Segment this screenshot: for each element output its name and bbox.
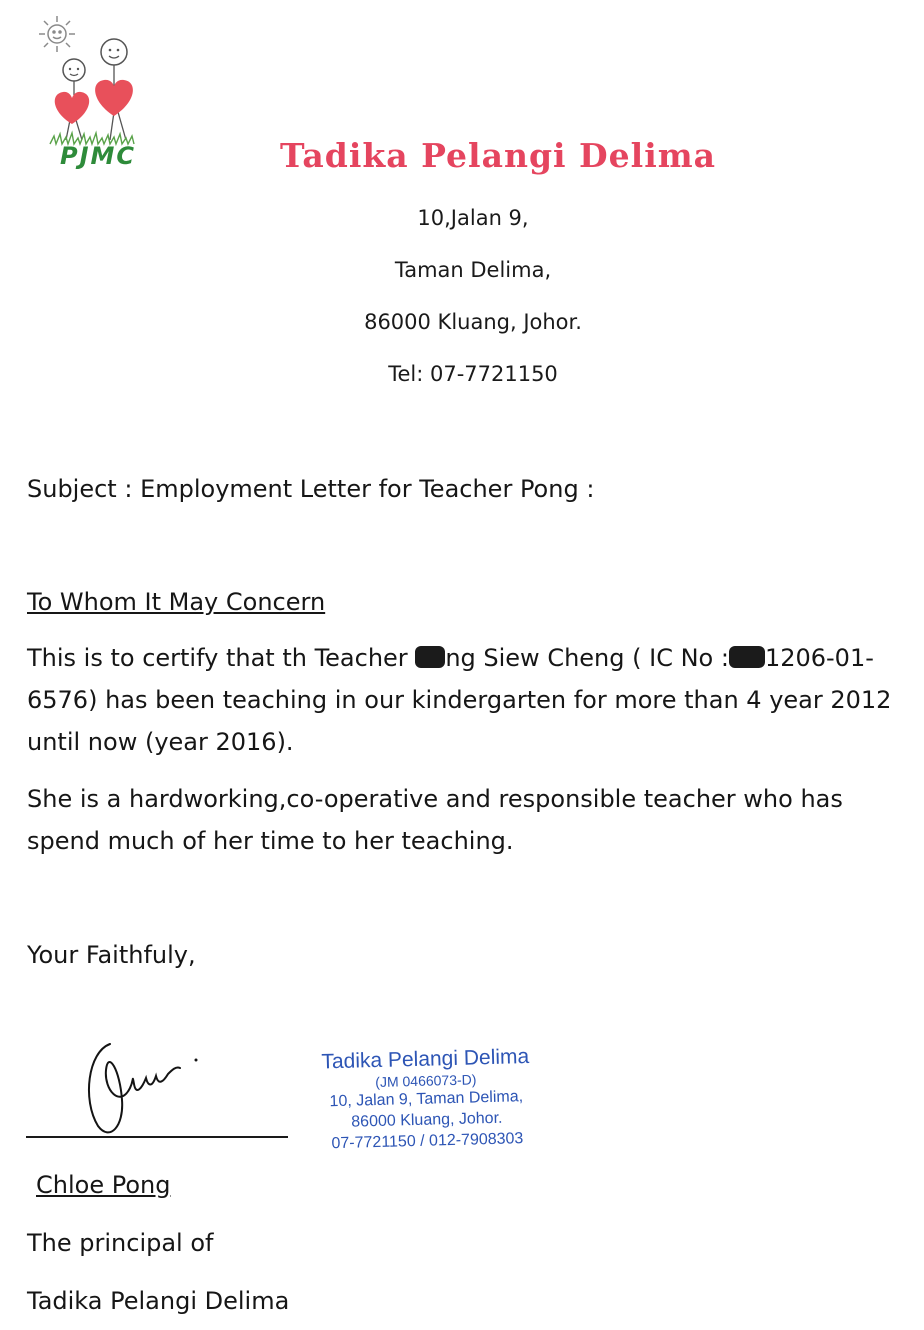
signer-name: Chloe Pong xyxy=(36,1171,171,1199)
signer-organization: Tadika Pelangi Delima xyxy=(27,1287,290,1315)
para1-text-start: This is to certify that th Teacher xyxy=(27,644,416,672)
greeting: To Whom It May Concern xyxy=(27,588,326,616)
character-paragraph: She is a hardworking,co-operative and responsible teacher who has spend much of her time to her teaching. xyxy=(27,785,843,855)
certification-paragraph xyxy=(27,637,907,763)
company-stamp xyxy=(300,1043,553,1155)
logo-text: PJMC xyxy=(59,142,136,170)
signature-line xyxy=(26,1136,288,1138)
stamp-registration: (JM 0466073-D) xyxy=(375,1071,477,1091)
address-line-2: Taman Delima, xyxy=(394,258,552,282)
subject-redaction xyxy=(645,455,833,529)
ic-redaction xyxy=(729,646,765,668)
para1-text-middle: ng Siew Cheng ( IC No : xyxy=(445,644,729,672)
address-line-3: 86000 Kluang, Johor. xyxy=(364,310,582,334)
school-name-heading: Tadika Pelangi Delima xyxy=(280,136,717,175)
para1-text-end: 1206-01-6576) has been teaching in our kindergarten for more than 4 year 2012 until now (year 2016). xyxy=(27,644,892,756)
subject-line: Subject : Employment Letter for Teacher Pong : xyxy=(27,475,595,503)
stamp-phones: 07-7721150 / 012-7908303 xyxy=(331,1130,524,1153)
signer-title: The principal of xyxy=(27,1229,214,1257)
telephone-line: Tel: 07-7721150 xyxy=(388,362,558,386)
handwritten-signature xyxy=(70,1030,210,1140)
stamp-school-name: Tadika Pelangi Delima xyxy=(321,1045,530,1074)
name-redaction xyxy=(415,646,445,668)
stamp-address-line-2: 86000 Kluang, Johor. xyxy=(351,1109,503,1131)
address-line-1: 10,Jalan 9, xyxy=(417,206,529,230)
stamp-address-line-1: 10, Jalan 9, Taman Delima, xyxy=(329,1088,524,1111)
closing-salutation: Your Faithfuly, xyxy=(27,941,196,969)
